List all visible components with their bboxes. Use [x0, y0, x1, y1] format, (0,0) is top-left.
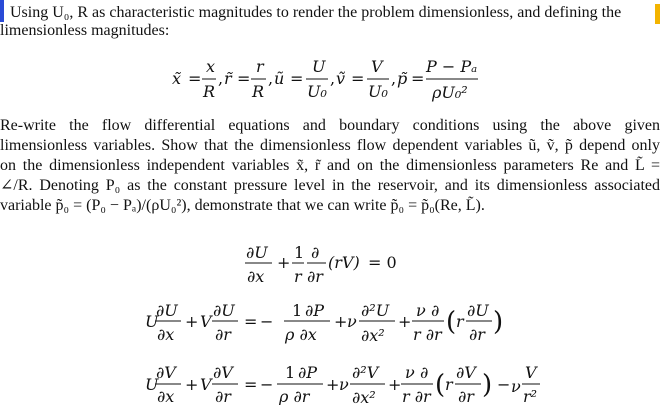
def-comma-1: ,	[218, 69, 224, 88]
rad-dr: ∂r	[215, 387, 231, 405]
def-U0-den-1: U₀	[307, 82, 327, 101]
cont-rV: (rV)	[328, 253, 360, 272]
def-r-num: r	[256, 57, 264, 76]
rad-dV-3: ∂V	[456, 363, 476, 382]
def-eq-3: =	[290, 69, 304, 88]
def-U-num: U	[312, 57, 326, 76]
rad-dx2: ∂x²	[352, 388, 376, 405]
paragraph-line-3: on the dimensionless independent variables x̃, r̃ and on the dimensionless parameters Re and L̃ =	[0, 157, 660, 174]
ax-d: ∂	[431, 301, 440, 320]
ax-dx2: ∂x²	[361, 326, 385, 345]
rad-dP: ∂P	[298, 363, 318, 382]
rad-d: ∂	[420, 363, 429, 382]
ax-nu: ν	[347, 312, 357, 331]
ax-plus-2: +	[334, 312, 348, 331]
ax-rho-dx: ρ ∂x	[285, 325, 317, 344]
r-tilde: r̃	[224, 69, 232, 88]
paragraph-line-5: variable p̃₀ = (P₀ − Pₐ)/(ρU₀²), demonstrate that we can write p̃₀ = p̃₀(Re, L̃).	[0, 197, 485, 214]
paragraph-line-4: ∠/R. Denoting P₀ as the constant pressure level in the reservoir, and its dimensionless associated	[0, 177, 660, 194]
def-comma-2: ,	[268, 69, 274, 88]
ax-d2U: ∂²U	[361, 301, 390, 320]
ax-V: V	[200, 312, 212, 331]
cont-one: 1	[294, 243, 305, 262]
rad-r2: r²	[523, 387, 538, 405]
cont-dU: ∂U	[246, 243, 268, 262]
rad-dV-2: ∂V	[213, 363, 233, 382]
ax-minus: −	[260, 312, 274, 331]
cont-d: ∂	[311, 243, 320, 262]
rad-nu: ν	[339, 375, 349, 394]
u-tilde: ũ	[274, 69, 285, 88]
rad-equals: =	[244, 375, 258, 394]
rad-plus-2: +	[326, 375, 340, 394]
def-eq-2: =	[237, 69, 251, 88]
paragraph-line-2: limensionless variables. Show that the dimensionless flow dependent variables ũ, ṽ, p̃ depend only	[0, 137, 660, 154]
rad-U: U	[145, 375, 159, 394]
problem-paragraph	[0, 116, 660, 216]
rad-nu-2: ν	[511, 377, 521, 396]
ax-r-inner: r	[456, 312, 464, 331]
rad-minus: −	[260, 375, 274, 394]
def-x-num: x	[206, 57, 216, 76]
radial-momentum-equation	[145, 363, 540, 405]
ax-nu-num: ν	[416, 301, 426, 320]
ax-dU-2: ∂U	[213, 301, 235, 320]
rad-dr-inner: ∂r	[458, 387, 474, 405]
def-comma-3: ,	[330, 69, 336, 88]
continuity-equation	[245, 243, 397, 286]
def-eq-5: =	[411, 69, 425, 88]
rad-one: 1	[285, 363, 296, 382]
rad-plus-3: +	[388, 375, 402, 394]
rad-plus-1: +	[185, 375, 199, 394]
rad-dx-1: ∂x	[157, 387, 175, 405]
def-comma-4: ,	[391, 69, 397, 88]
ax-dU-3: ∂U	[467, 301, 489, 320]
ax-dr-inner: ∂r	[469, 325, 485, 344]
intro-line-1: Using U₀, R as characteristic magnitudes to render the problem dimensionless, and defining the	[10, 4, 622, 21]
rad-rho-dr: ρ ∂r	[279, 387, 310, 405]
cont-plus: +	[277, 253, 291, 272]
ax-plus-1: +	[185, 312, 199, 331]
rad-r-dr: r ∂r	[402, 387, 431, 405]
rad-dV-1: ∂V	[156, 363, 176, 382]
def-rhoU0sq-den: ρU₀²	[432, 83, 468, 102]
rad-d2V: ∂²V	[352, 363, 379, 382]
cont-dx: ∂x	[247, 267, 265, 286]
x-tilde: x̃	[172, 69, 182, 88]
ax-plus-3: +	[398, 312, 412, 331]
rad-V-num: V	[525, 363, 537, 382]
def-R-den-1: R	[203, 82, 216, 101]
def-eq-4: =	[351, 69, 365, 88]
ax-rparen: )	[493, 307, 504, 337]
ax-r-dr: r ∂r	[413, 325, 442, 344]
def-P-Pa-num: P − Pₐ	[426, 57, 478, 76]
ax-lparen: (	[446, 307, 457, 337]
def-R-den-2: R	[252, 82, 265, 101]
definitions-row	[172, 57, 478, 102]
rad-V: V	[200, 375, 212, 394]
rad-minus-2: −	[497, 375, 511, 394]
ax-equals: =	[244, 312, 258, 331]
cont-dr: ∂r	[307, 267, 323, 286]
axial-momentum-equation	[145, 301, 503, 345]
rad-rparen: )	[482, 370, 493, 400]
rad-nu-num: ν	[405, 363, 415, 382]
rad-r-inner: r	[445, 375, 453, 394]
paragraph-line-1: Re-write the flow differential equations and boundary conditions using the above given	[0, 117, 660, 134]
ax-one: 1	[292, 301, 303, 320]
v-tilde: ṽ	[336, 69, 346, 88]
rad-lparen: (	[435, 370, 446, 400]
p-tilde: p̃	[397, 69, 408, 88]
ax-dU-1: ∂U	[156, 301, 178, 320]
cont-eq-zero: = 0	[368, 253, 397, 272]
ax-dx-1: ∂x	[157, 325, 175, 344]
def-eq-1: =	[188, 69, 202, 88]
def-V-num: V	[371, 57, 383, 76]
intro-line-2: limensionless magnitudes:	[0, 22, 170, 39]
ax-U: U	[145, 312, 159, 331]
ax-dr: ∂r	[215, 325, 231, 344]
def-U0-den-2: U₀	[368, 82, 388, 101]
cont-r: r	[294, 267, 302, 286]
ax-dP: ∂P	[305, 301, 325, 320]
